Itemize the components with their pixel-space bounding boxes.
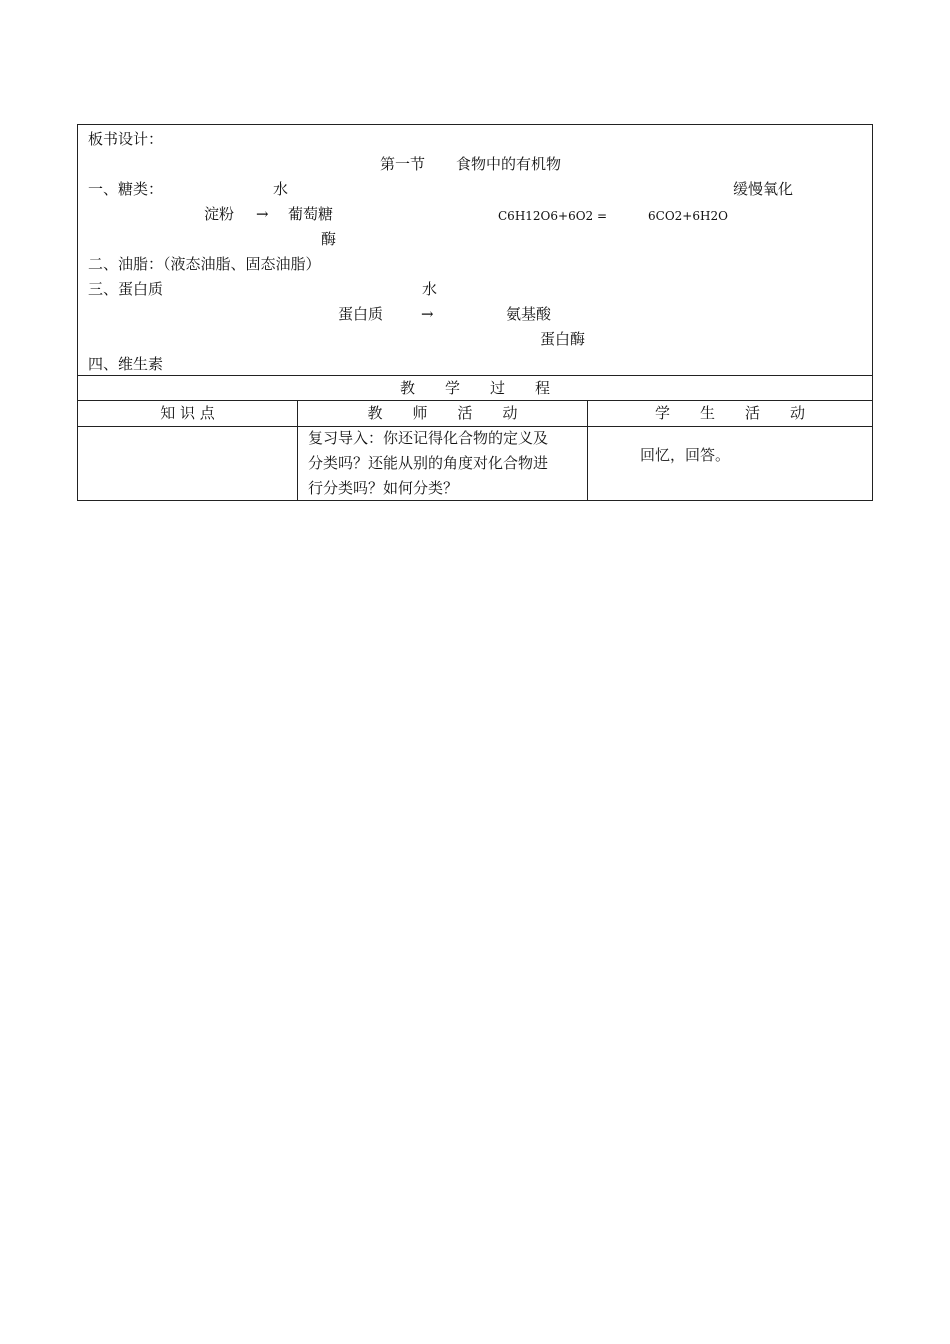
- slow-oxidation-label: 缓慢氧化: [733, 180, 794, 198]
- sugar-label: 一、糖类：: [88, 180, 164, 198]
- divider: [78, 375, 872, 376]
- arrow-icon: →: [256, 205, 269, 223]
- board-design: [78, 125, 872, 375]
- teacher-activity-line: 分类吗？还能从别的角度对化合物进: [308, 454, 549, 472]
- protein-label: 蛋白质: [338, 305, 384, 323]
- arrow-icon: →: [421, 305, 434, 323]
- column-header-student: 学 生 活 动: [654, 404, 805, 422]
- divider: [78, 400, 872, 401]
- reaction-equals: =: [597, 209, 608, 223]
- enzyme-label: 酶: [321, 230, 337, 248]
- teacher-activity-line: 行分类吗？如何分类？: [308, 479, 459, 497]
- lesson-table: [77, 124, 873, 501]
- column-header-teacher: 教 师 活 动: [367, 404, 518, 422]
- reaction-left: C6H12O6+6O2: [498, 209, 594, 223]
- reaction-right: 6CO2+6H2O: [648, 209, 728, 223]
- teacher-activity-cell: [308, 426, 584, 501]
- board-heading: 板书设计：: [88, 130, 164, 148]
- glucose-label: 葡萄糖: [288, 205, 334, 223]
- fat-label: 二、油脂：（液态油脂、固态油脂）: [88, 255, 321, 273]
- starch-label: 淀粉: [204, 205, 235, 223]
- section-title: 第一节: [380, 155, 426, 173]
- water-label-1: 水: [273, 180, 289, 198]
- protease-label: 蛋白酶: [540, 330, 586, 348]
- protein-section-label: 三、蛋白质: [88, 280, 164, 298]
- amino-acid-label: 氨基酸: [506, 305, 552, 323]
- student-activity-cell: 回忆，回答。: [640, 446, 731, 464]
- process-title: 教 学 过 程: [399, 379, 550, 397]
- water-label-2: 水: [422, 280, 438, 298]
- teacher-activity-line: 复习导入：你还记得化合物的定义及: [308, 429, 549, 447]
- vitamin-label: 四、维生素: [88, 355, 164, 373]
- section-name: 食物中的有机物: [456, 155, 562, 173]
- column-header-knowledge: 知 识 点: [160, 404, 215, 422]
